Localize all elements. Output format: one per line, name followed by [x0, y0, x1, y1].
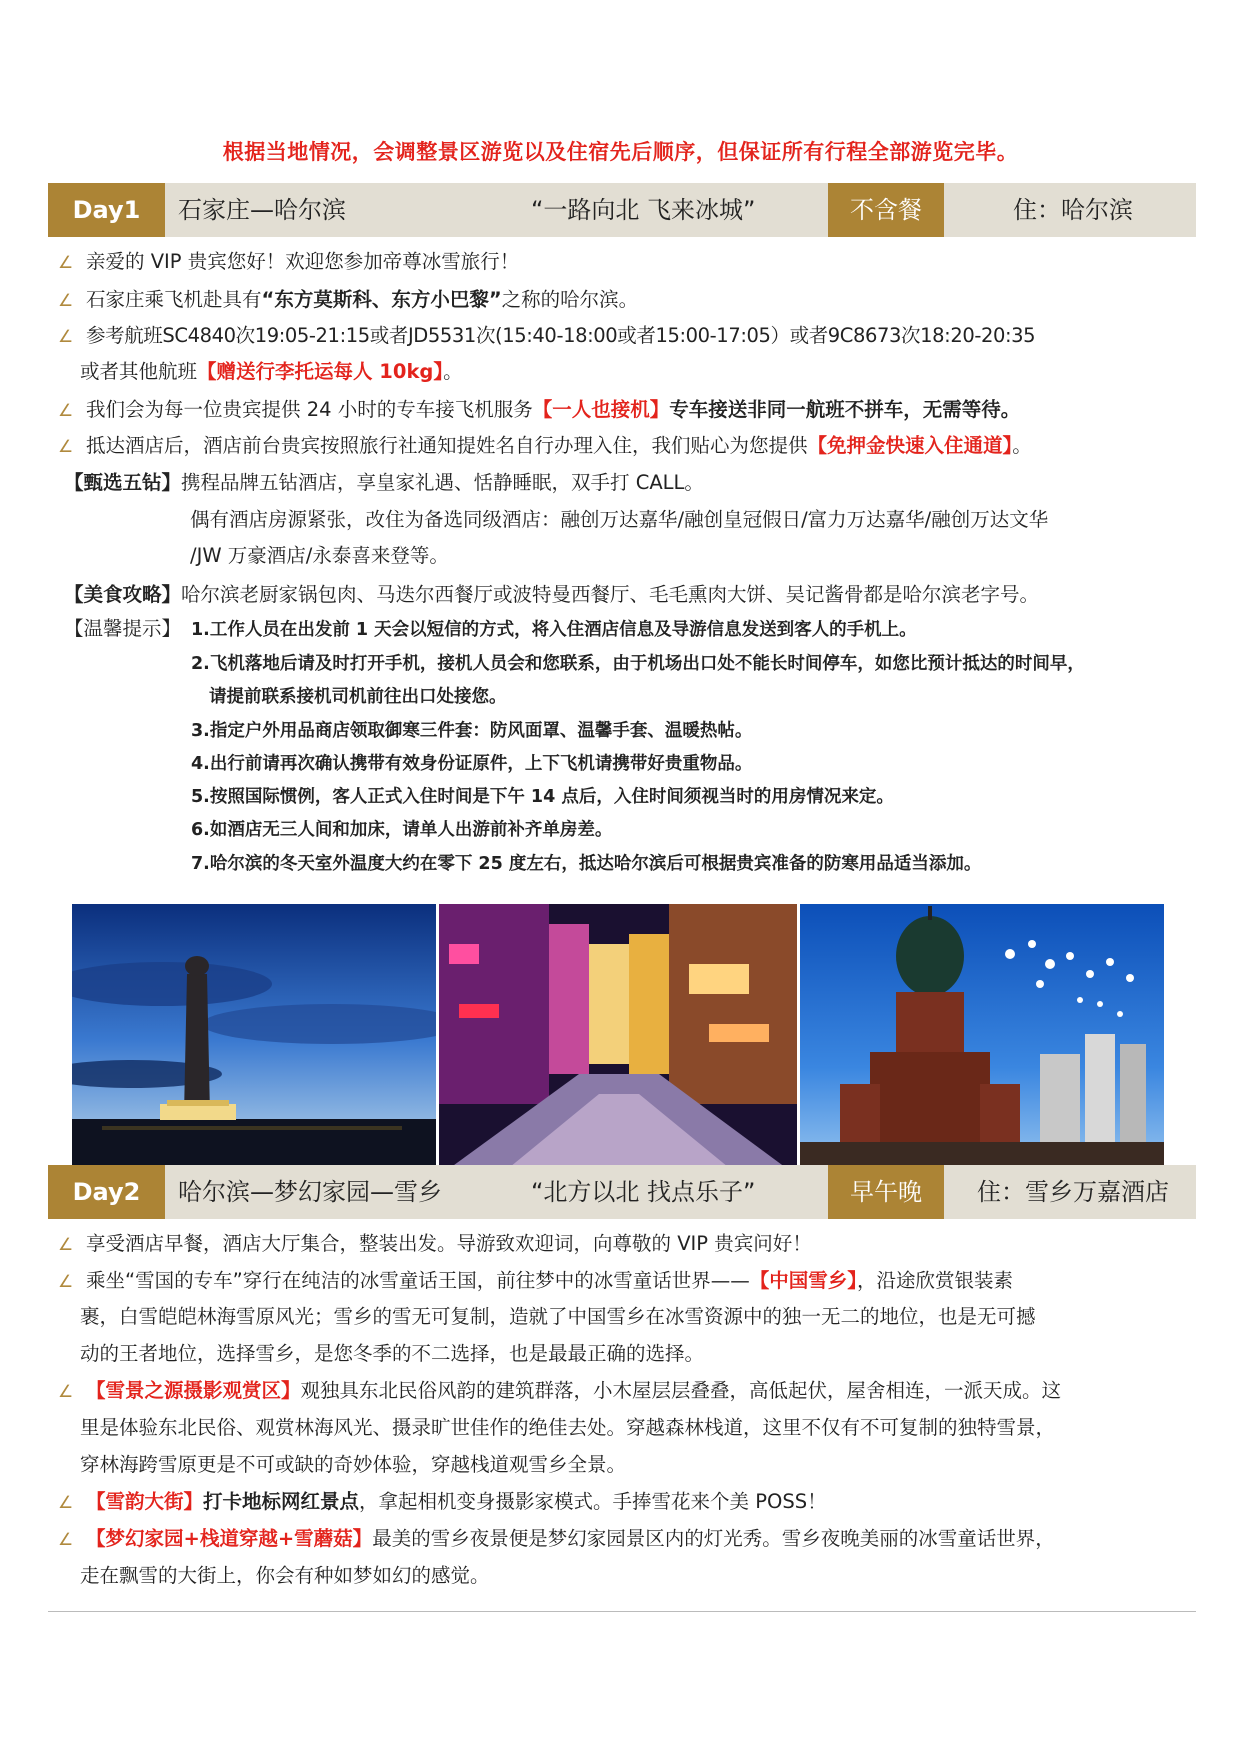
tip-item: 6.如酒店无三人间和加床，请单人出游前补齐单房差。: [191, 820, 613, 840]
bullet-icon: ∠: [58, 437, 74, 457]
day1-route: 石家庄—哈尔滨: [178, 196, 346, 224]
day1-tips-label: 【温馨提示】: [64, 617, 182, 640]
bullet-icon: ∠: [58, 1235, 74, 1255]
bullet-icon: ∠: [58, 1382, 74, 1402]
day2-item-snow-train-cont2: 动的王者地位，选择雪乡，是您冬季的不二选择，也是最最正确的选择。: [80, 1342, 705, 1365]
day1-item-checkin: ∠ 抵达酒店后，酒店前台贵宾按照旅行社通知提姓名自行办理入住，我们贴心为您提供【免押金快速入住通道】。: [58, 433, 1032, 460]
day2-item-photo-zone-cont: 里是体验东北民俗、观赏林海风光、摄录旷世佳作的绝佳去处。穿越森林栈道，这里不仅有不可复制的独特雪景，: [80, 1416, 1056, 1439]
day1-item-flight: ∠ 石家庄乘飞机赴具有“东方莫斯科、东方小巴黎”之称的哈尔滨。: [58, 287, 638, 314]
day2-item-dream-home-cont: 走在飘雪的大街上，你会有种如梦如幻的感觉。: [80, 1564, 490, 1587]
day2-hotel: 住：雪乡万嘉酒店: [977, 1178, 1169, 1206]
bullet-icon: ∠: [58, 291, 74, 311]
tip-item: 2.飞机落地后请及时打开手机，接机人员会和您联系，由于机场出口处不能长时间停车，如您比预计抵达的时间早，: [191, 654, 1085, 674]
day1-label: Day1: [48, 183, 165, 237]
tip-item: 7.哈尔滨的冬天室外温度大约在零下 25 度左右，抵达哈尔滨后可根据贵宾准备的防寒用品适当添加。: [191, 854, 982, 874]
day1-hotel-alternatives-cont: /JW 万豪酒店/永泰喜来登等。: [190, 544, 449, 567]
photo-central-street: [439, 904, 797, 1176]
bullet-icon: ∠: [58, 401, 74, 421]
day1-food-info: 【美食攻略】哈尔滨老厨家锅包肉、马迭尔西餐厅或波特曼西餐厅、毛毛熏肉大饼、吴记酱骨都是哈尔滨老字号。: [64, 583, 1040, 606]
day2-header: [48, 1165, 1196, 1219]
day1-item-luggage: 或者其他航班【赠送行李托运每人 10kg】。: [80, 360, 463, 383]
bullet-icon: ∠: [58, 327, 73, 347]
day1-hotel-info: 【甄选五钻】携程品牌五钻酒店，享皇家礼遇、恬静睡眠，双手打 CALL。: [64, 471, 704, 494]
tip-item: 请提前联系接机司机前往出口处接您。: [209, 687, 507, 707]
photo-flood-monument: [72, 904, 436, 1176]
bullet-icon: ∠: [58, 1493, 74, 1513]
bottom-divider: [48, 1611, 1196, 1612]
day2-label: Day2: [48, 1165, 165, 1219]
bullet-icon: ∠: [58, 1530, 74, 1550]
day2-item-photo-zone-cont2: 穿林海跨雪原更是不可或缺的奇妙体验，穿越栈道观雪乡全景。: [80, 1453, 627, 1476]
tip-item: 5.按照国际惯例，客人正式入住时间是下午 14 点后，入住时间须视当时的用房情况来定。: [191, 787, 894, 807]
bullet-icon: ∠: [58, 1272, 74, 1292]
day2-item-snow-train-cont: 裹，白雪皑皑林海雪原风光；雪乡的雪无可复制，造就了中国雪乡在冰雪资源中的独一无二的地位，也是无可撼: [80, 1305, 1036, 1328]
day1-item-reference-flights: ∠ 参考航班SC4840次19:05-21:15或者JD5531次(15:40-18:00或者15:00-17:05）或者9C8673次18:20-20:35: [58, 323, 1035, 350]
day2-item-snow-street: ∠ 【雪韵大街】打卡地标网红景点，拿起相机变身摄影家模式。手捧雪花来个美 POSS！: [58, 1489, 827, 1516]
day2-meal: 早午晚: [828, 1165, 944, 1219]
day1-item-pickup: ∠ 我们会为每一位贵宾提供 24 小时的专车接飞机服务【一人也接机】专车接送非同一航班不拼车，无需等待。: [58, 397, 1020, 424]
day2-item-dream-home: ∠ 【梦幻家园+栈道穿越+雪蘑菇】最美的雪乡夜景便是梦幻家园景区内的灯光秀。雪乡夜晚美丽的冰雪童话世界，: [58, 1526, 1055, 1553]
day1-slogan: “一路向北 飞来冰城”: [531, 196, 756, 224]
day2-item-snow-train: ∠ 乘坐“雪国的专车”穿行在纯洁的冰雪童话王国，前往梦中的冰雪童话世界——【中国雪乡】，沿途欣赏银装素: [58, 1268, 1013, 1295]
day2-item-photo-zone: ∠ 【雪景之源摄影观赏区】观独具东北民俗风韵的建筑群落，小木屋层层叠叠，高低起伏，屋舍相连，一派天成。这: [58, 1378, 1061, 1405]
day2-slogan: “北方以北 找点乐子”: [531, 1178, 756, 1206]
day1-header: [48, 183, 1196, 237]
day1-item-welcome: ∠ 亲爱的 VIP 贵宾您好！欢迎您参加帝尊冰雪旅行！: [58, 249, 519, 276]
day1-hotel: 住：哈尔滨: [1013, 196, 1133, 224]
day2-route: 哈尔滨—梦幻家园—雪乡: [178, 1178, 442, 1206]
day1-meal: 不含餐: [828, 183, 944, 237]
day2-item-breakfast: ∠ 享受酒店早餐，酒店大厅集合，整装出发。导游致欢迎词，向尊敬的 VIP 贵宾问好！: [58, 1231, 812, 1258]
tip-item: 3.指定户外用品商店领取御寒三件套：防风面罩、温馨手套、温暖热帖。: [191, 721, 753, 741]
tip-item: 4.出行前请再次确认携带有效身份证原件，上下飞机请携带好贵重物品。: [191, 754, 753, 774]
tip-item: 1.工作人员在出发前 1 天会以短信的方式，将入住酒店信息及导游信息发送到客人的手机上。: [191, 620, 917, 640]
bullet-icon: ∠: [58, 253, 74, 273]
photo-saint-sophia-cathedral: [800, 904, 1164, 1176]
day1-hotel-alternatives: 偶有酒店房源紧张，改住为备选同级酒店：融创万达嘉华/融创皇冠假日/富力万达嘉华/融创万达文华: [190, 508, 1049, 531]
schedule-notice: 根据当地情况，会调整景区游览以及住宿先后顺序，但保证所有行程全部游览完毕。: [222, 140, 1019, 164]
